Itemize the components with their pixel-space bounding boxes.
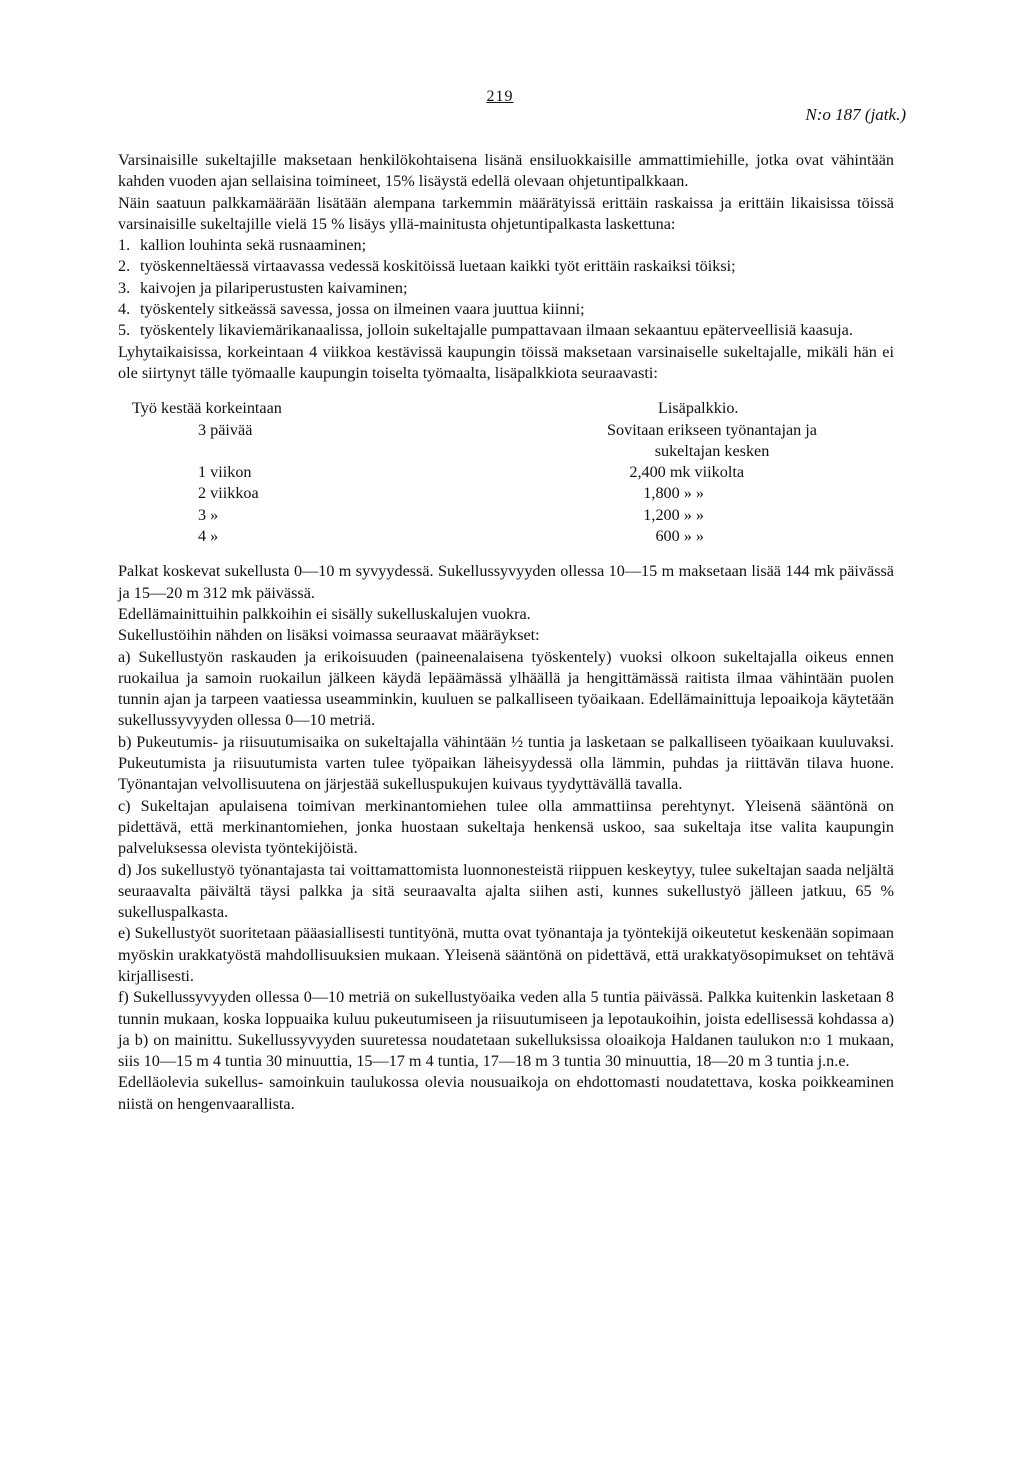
list-item-text: työskentely likaviemärikanaalissa, jolloin sukeltajalle pumpattavaan ilmaan sekaantuu epäterveellisiä kaasuja. [140,321,853,340]
body-paragraph: Edellämainittuihin palkkoihin ei sisälly sukelluskalujen vuokra. [118,604,531,623]
table-row [118,483,894,504]
short-work-paragraph: Lyhytaikaisissa, korkeintaan 4 viikkoa kestävissä kaupungin töissä maksetaan varsinaiselle sukeltajalle, mikäli hän ei ole siirtynyt tälle työmaalle kaupungin toiselta työmaalta, lisäpalkkiota seuraavasti: [118,342,894,382]
body-paragraph: Sukellustöihin nähden on lisäksi voimassa seuraavat määräykset: [118,626,540,645]
list-item [118,235,894,256]
table-cell-bonus: Sovitaan erikseen työnantajan ja sukeltajan kesken [607,420,817,460]
body-paragraph-a: a) Sukellustyön raskauden ja erikoisuuden (paineenalaisena työskentely) vuoksi olkoon sukeltajalla oikeus ennen ruokailua ja samoin ruokailun jälkeen käydä lepäämässä ylhäällä ja hengittämässä raitista ilmaa vähintään puolen tunnin ajan ja tarpeen vaatiessa useamminkin, kuuluen se palkalliseen työaikaan. Edellämainittuja lepoaikoja käytetään sukellussyvyyden ollessa 0—10 metriä. [118,647,894,730]
list-item-text: työskentely sitkeässä savessa, jossa on ilmeinen vaara juuttua kiinni; [140,300,585,319]
body-paragraph-e: e) Sukellustyöt suoritetaan pääasiallisesti tuntityönä, mutta ovat työnantaja ja työntekijä oikeutetut keskenään sopimaan myöskin urakkatyöstä mahdollisuuksien mukaan. Yleisenä sääntönä on pidettävä, että urakkatyösopimukset on tehtävä kirjallisesti. [118,924,894,985]
table-cell-duration: 3 päivää [198,420,253,439]
intro-paragraph-1: Varsinaisille sukeltajille maksetaan henkilökohtaisena lisänä ensiluokkaisille ammattimiehille, jotka ovat vähintään kahden vuoden ajan sellaisina toimineet, 15% lisäystä edellä olevaan ohjetuntipalkkaan. [118,151,894,191]
list-item-number: 5. [118,321,131,340]
table-row [118,526,894,547]
body-paragraph-b: b) Pukeutumis- ja riisuutumisaika on sukeltajalla vähintään ½ tuntia ja lasketaan se palkalliseen työaikaan kuuluvaksi. Pukeutumista ja riisuutumista varten tulee työpaikan läheisyydessä olla lämmin, puhdas ja riittävän tilava huone. Työnantajan velvollisuutena on järjestää sukelluspukujen kuivaus tyydyttävällä tavalla. [118,732,894,794]
page-number: 219 [486,88,514,105]
table-cell-duration: 3 » [198,505,219,524]
list-item-number: 3. [118,278,131,297]
body-paragraph-final: Edelläolevia sukellus- samoinkuin taulukossa olevia nousuaikoja on ehdottomasti noudatettava, koska poikkeaminen niistä on hengenvaarallista. [118,1073,894,1113]
table-header-duration: Työ kestää korkeintaan [132,399,282,418]
table-cell-duration: 1 viikon [198,463,252,482]
table-header-row [118,398,894,419]
document-reference: N:o 187 (jatk.) [805,105,906,124]
list-item-text: työskenneltäessä virtaavassa vedessä koskitöissä luetaan kaikki työt erittäin raskaiksi töiksi; [140,257,736,276]
table-row [118,420,894,463]
table-cell-bonus: 1,200 » » [643,505,704,524]
table-cell-duration: 2 viikkoa [198,484,259,503]
body-paragraph: Palkat koskevat sukellusta 0—10 m syvyydessä. Sukellussyvyyden ollessa 10—15 m maksetaan lisää 144 mk päivässä ja 15—20 m 312 mk päivässä. [118,562,894,602]
list-item-text: kaivojen ja pilariperustusten kaivaminen; [140,278,408,297]
body-paragraph-f: f) Sukellussyvyyden ollessa 0—10 metriä on sukellustyöaika veden alla 5 tuntia päivässä. Palkka kuitenkin lasketaan 8 tunnin mukaan, koska loppuaika kuluu pukeutumiseen ja riisuutumiseen ja lepotaukoihin, joista edellisessä kohdassa a) ja b) on mainittu. Sukellussyvyyden suuretessa noudatetaan sukelluksissa oloaikoja Haldanen taulukon n:o 1 mukaan, siis 10—15 m 4 tuntia 30 minuuttia, 15—17 m 4 tuntia, 17—18 m 3 tuntia 30 minuuttia, 18—20 m 3 tuntia j.n.e. [118,988,894,1071]
table-cell-bonus: 600 » » [655,527,704,546]
table-cell-duration: 4 » [198,527,219,546]
table-row [118,462,894,483]
list-item-number: 4. [118,300,131,319]
list-item [118,299,894,320]
body-paragraph-c: c) Sukeltajan apulaisena toimivan merkinantomiehen tulee olla ammattiinsa perehtynyt. Yleisenä sääntönä on pidettävä, että merkinantomiehen, jonka huostaan sukeltaja henkensä uskoo, saa sukeltaja itse valita kaupungin palveluksessa olevista työntekijöistä. [118,796,894,858]
intro-paragraph-2: Näin saatuun palkkamäärään lisätään alempana tarkemmin määrätyissä erittäin raskaissa ja erittäin likaisissa töissä varsinaisille sukeltajille vielä 15 % lisäys yllä-mainitusta ohjetuntipalkasta laskettuna: [118,193,894,233]
table-cell-bonus: 1,800 » » [643,484,704,503]
table-cell-bonus: 2,400 mk viikolta [629,463,744,482]
table-header-bonus: Lisäpalkkio. [658,399,739,418]
list-item [118,278,894,299]
list-item [118,256,894,277]
list-item-text: kallion louhinta sekä rusnaaminen; [140,236,367,255]
bonus-table [118,398,894,547]
list-item-number: 2. [118,257,131,276]
table-row [118,505,894,526]
list-item [118,320,894,341]
heavy-work-list [118,235,894,341]
body-paragraph-d: d) Jos sukellustyö työnantajasta tai voittamattomista luonnonesteistä riippuen keskeytyy, tulee sukeltajan saada neljältä seuraavalta päivältä täysi palkka ja sitä seuraavalta ajalta siihen asti, kunnes sukellustyö jälleen jatkuu, 65 % sukelluspalkasta. [118,860,894,922]
document-page [118,150,894,1115]
list-item-number: 1. [118,236,131,255]
